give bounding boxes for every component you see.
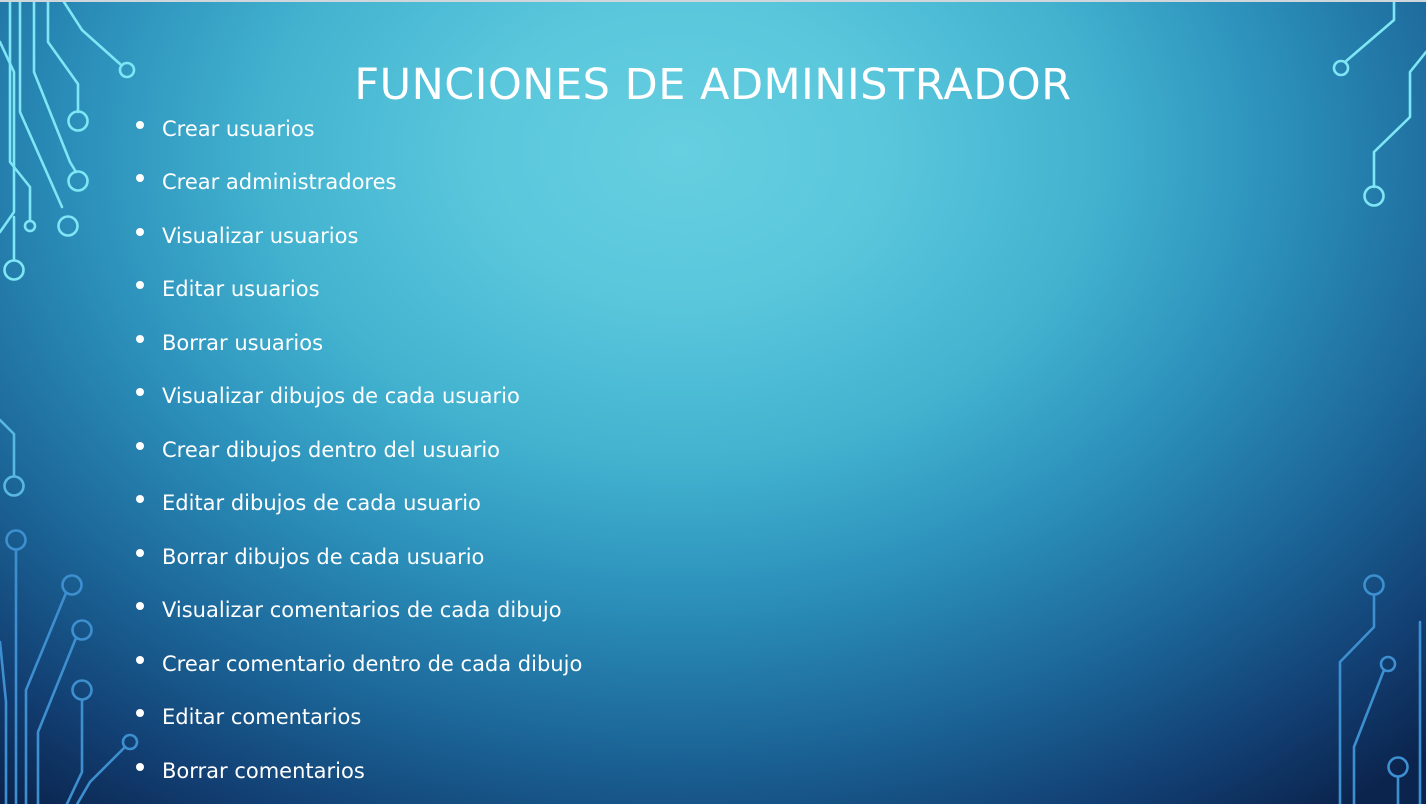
bullet-icon xyxy=(136,549,144,557)
list-item xyxy=(135,316,582,370)
list-item-text: Borrar comentarios xyxy=(162,758,365,783)
list-item xyxy=(135,156,582,210)
list-item-text: Crear usuarios xyxy=(162,116,315,141)
list-item-text: Editar comentarios xyxy=(162,705,362,730)
list-item xyxy=(135,477,582,531)
list-item-text: Visualizar usuarios xyxy=(162,223,359,248)
circuit-mid-left xyxy=(0,420,24,496)
bullet-icon xyxy=(136,763,144,771)
circuit-top-left xyxy=(0,2,134,280)
list-item xyxy=(135,584,582,638)
bullet-icon xyxy=(136,228,144,236)
list-item xyxy=(135,691,582,745)
list-item-text: Borrar dibujos de cada usuario xyxy=(162,544,485,569)
bullet-icon xyxy=(136,656,144,664)
bullet-icon xyxy=(136,388,144,396)
list-item xyxy=(135,263,582,317)
bullet-icon xyxy=(136,335,144,343)
bullet-icon xyxy=(136,442,144,450)
list-item-text: Borrar usuarios xyxy=(162,330,324,355)
list-item-text: Crear dibujos dentro del usuario xyxy=(162,437,501,462)
list-item-text: Crear administradores xyxy=(162,170,397,195)
bullet-icon xyxy=(136,281,144,289)
list-item xyxy=(135,209,582,263)
list-item xyxy=(135,744,582,798)
list-item xyxy=(135,102,582,156)
function-list xyxy=(135,102,582,798)
list-item-text: Visualizar comentarios de cada dibujo xyxy=(162,598,562,623)
list-item xyxy=(135,637,582,691)
bullet-icon xyxy=(136,174,144,182)
bullet-icon xyxy=(136,495,144,503)
list-item-text: Crear comentario dentro de cada dibujo xyxy=(162,651,583,676)
list-item xyxy=(135,423,582,477)
circuit-bottom-left xyxy=(0,531,137,804)
list-item-text: Visualizar dibujos de cada usuario xyxy=(162,384,520,409)
bullet-icon xyxy=(136,121,144,129)
bullet-icon xyxy=(136,709,144,717)
list-item-text: Editar usuarios xyxy=(162,277,320,302)
list-item xyxy=(135,370,582,424)
list-item xyxy=(135,530,582,584)
slide-title: FUNCIONES DE ADMINISTRADOR xyxy=(354,60,1072,110)
list-item-text: Editar dibujos de cada usuario xyxy=(162,491,481,516)
bullet-icon xyxy=(136,602,144,610)
circuit-bottom-right xyxy=(1340,576,1420,804)
